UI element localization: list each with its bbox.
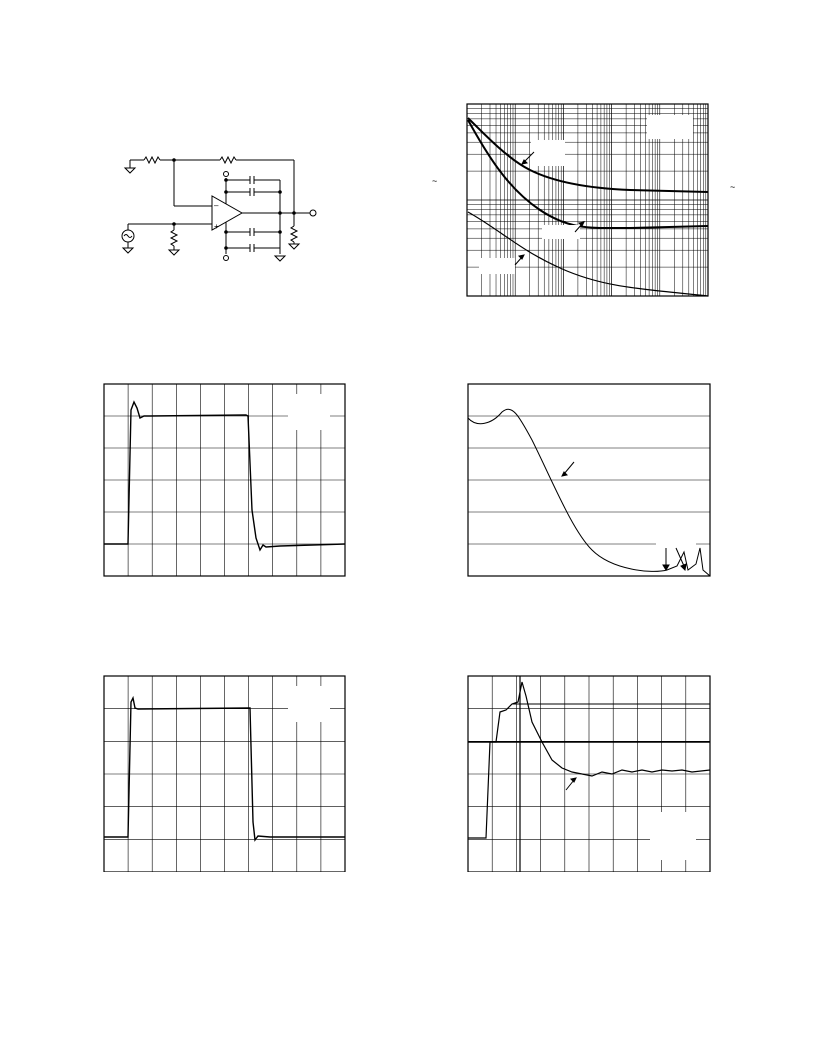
svg-text:–: – bbox=[214, 201, 219, 210]
settling-plot bbox=[462, 672, 717, 872]
pulse-response-2 bbox=[100, 672, 350, 872]
log-noise-plot bbox=[430, 100, 750, 300]
svg-text:+: + bbox=[214, 222, 219, 231]
pulse-response-1 bbox=[100, 380, 350, 580]
test-circuit-schematic bbox=[110, 148, 330, 268]
stray-mark-right: ~ bbox=[730, 182, 736, 192]
stray-mark-left: ~ bbox=[432, 176, 438, 186]
log-response-plot bbox=[462, 380, 717, 580]
